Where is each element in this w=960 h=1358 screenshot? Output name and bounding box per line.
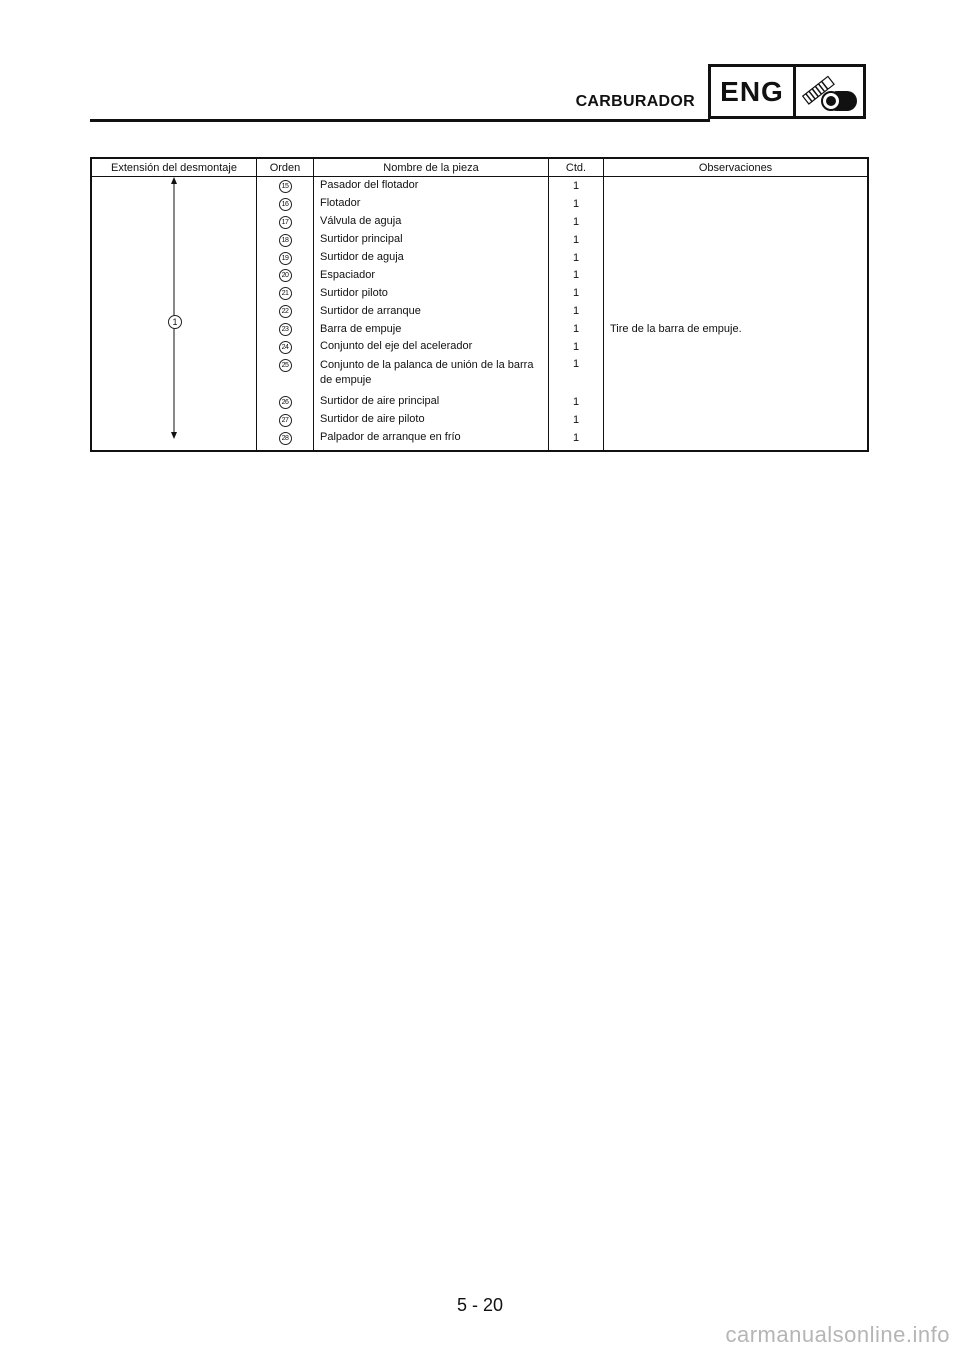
column-header-extension: Extensión del desmontaje [91,158,257,177]
remark-cell [604,284,869,302]
order-number: 26 [279,396,292,409]
watermark: carmanualsonline.info [725,1322,950,1347]
page-number: 5 - 20 [456,1295,504,1315]
header-rule [90,119,710,122]
order-number: 15 [279,180,292,193]
order-number: 17 [279,216,292,229]
remark-cell [604,231,869,249]
parts-table [90,157,869,452]
order-cell [257,266,314,284]
order-cell [257,284,314,302]
quantity-cell: 1 [549,302,604,320]
quantity-cell: 1 [549,411,604,429]
quantity-cell: 1 [549,338,604,356]
quantity-cell: 1 [549,266,604,284]
remark-cell [604,356,869,393]
table-row [91,177,868,195]
quantity-cell: 1 [549,195,604,213]
order-number: 21 [279,287,292,300]
remark-cell: Tire de la barra de empuje. [604,320,869,338]
part-name-cell: Flotador [314,195,549,213]
order-number: 28 [279,432,292,445]
column-header-part-name: Nombre de la pieza [314,158,549,177]
quantity-cell: 1 [549,429,604,451]
remark-cell [604,177,869,195]
order-number: 18 [279,234,292,247]
remark-cell [604,411,869,429]
order-cell [257,231,314,249]
remark-cell [604,338,869,356]
part-name-cell: Surtidor de arranque [314,302,549,320]
order-cell [257,177,314,195]
order-cell [257,393,314,411]
order-cell [257,429,314,451]
quantity-cell: 1 [549,231,604,249]
part-name-cell: Conjunto del eje del acelerador [314,338,549,356]
part-name-cell: Pasador del flotador [314,177,549,195]
part-name-cell: Surtidor de aguja [314,249,549,267]
order-cell [257,249,314,267]
order-number: 25 [279,359,292,372]
quantity-cell: 1 [549,320,604,338]
part-name-cell: Surtidor de aire principal [314,393,549,411]
part-name-cell: Válvula de aguja [314,213,549,231]
quantity-cell: 1 [549,393,604,411]
order-number: 27 [279,414,292,427]
remark-cell [604,195,869,213]
page-title: CARBURADOR [575,93,695,110]
order-number: 20 [279,269,292,282]
part-name-cell: Espaciador [314,266,549,284]
engine-wrench-icon [796,67,863,116]
order-number: 19 [279,252,292,265]
order-cell [257,195,314,213]
order-cell [257,302,314,320]
part-name-cell: Surtidor de aire piloto [314,411,549,429]
order-cell [257,411,314,429]
table-header-row [91,158,868,177]
remark-cell [604,429,869,451]
remark-cell [604,249,869,267]
quantity-cell: 1 [549,249,604,267]
remark-cell [604,266,869,284]
remark-cell [604,302,869,320]
order-cell [257,320,314,338]
column-header-quantity: Ctd. [549,158,604,177]
quantity-cell: 1 [549,177,604,195]
order-number: 16 [279,198,292,211]
order-cell [257,213,314,231]
quantity-cell: 1 [549,284,604,302]
part-name-cell: Barra de empuje [314,320,549,338]
order-cell [257,356,314,393]
order-number: 23 [279,323,292,336]
order-number: 22 [279,305,292,318]
remark-cell [604,213,869,231]
quantity-cell: 1 [549,213,604,231]
remark-cell [604,393,869,411]
part-name-cell: Surtidor piloto [314,284,549,302]
column-header-order: Orden [257,158,314,177]
column-header-remarks: Observaciones [604,158,869,177]
order-cell [257,338,314,356]
range-arrow [92,177,256,439]
order-number: 24 [279,341,292,354]
range-label: 1 [168,315,182,329]
part-name-cell: Conjunto de la palanca de unión de la barra de empuje [314,356,549,393]
part-name-cell: Palpador de arranque en frío [314,429,549,451]
quantity-cell: 1 [549,356,604,393]
section-badge [708,64,866,119]
disassembly-range-cell [91,177,257,451]
section-badge-label: ENG [711,67,796,116]
part-name-cell: Surtidor principal [314,231,549,249]
